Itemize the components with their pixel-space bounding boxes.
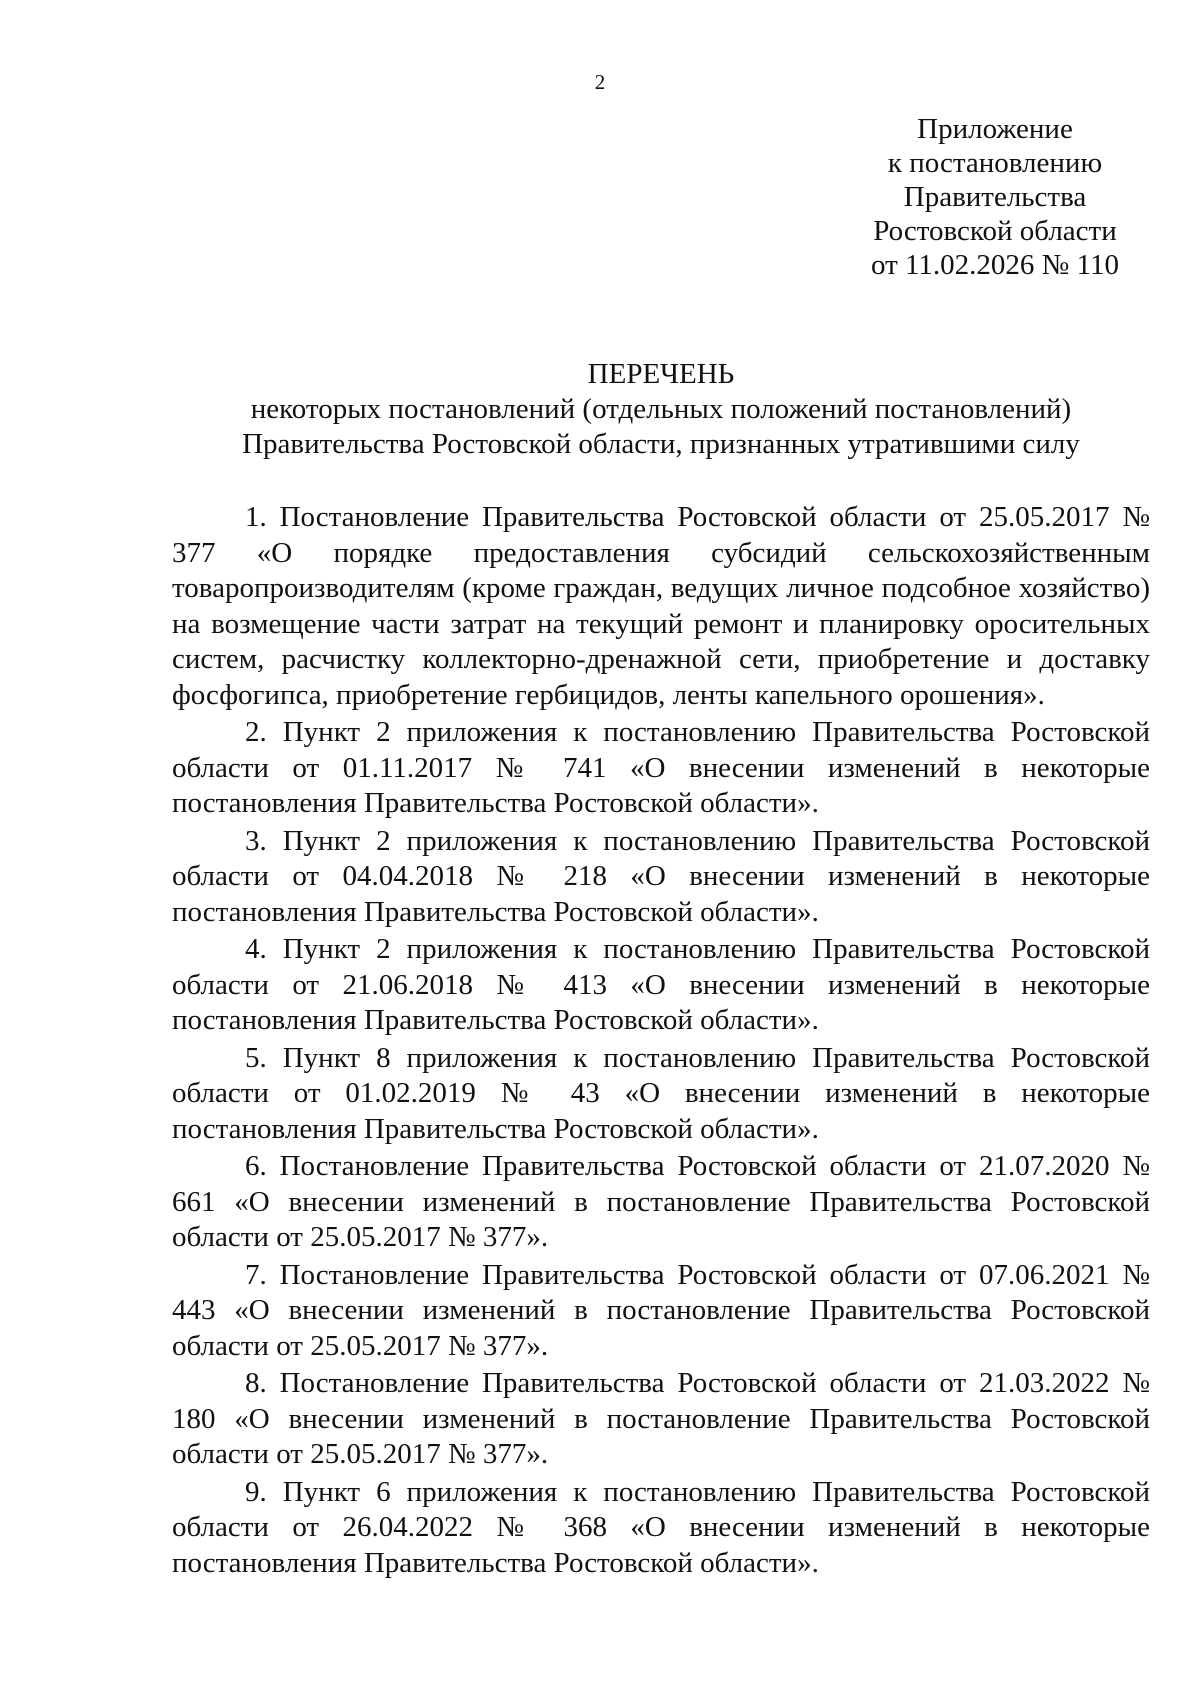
list-item: 9. Пункт 6 приложения к постановлению Правительства Ростовской области от 26.04.2022 № 368 «О внесении изменений в некоторые постановления Правительства Ростовской области». xyxy=(172,1475,1150,1579)
page-number: 2 xyxy=(594,70,606,94)
list-item: 5. Пункт 8 приложения к постановлению Правительства Ростовской области от 01.02.2019 № 43 «О внесении изменений в некоторые постановления Правительства Ростовской области». xyxy=(172,1041,1150,1145)
list-item: 6. Постановление Правительства Ростовской области от 21.07.2020 № 661 «О внесении изменений в постановление Правительства Ростовской области от 25.05.2017 № 377». xyxy=(172,1150,1150,1253)
appendix-line: Приложение xyxy=(917,113,1073,145)
list-item: 2. Пункт 2 приложения к постановлению Правительства Ростовской области от 01.11.2017 № 741 «О внесении изменений в некоторые постановления Правительства Ростовской области». xyxy=(172,716,1150,819)
list-item: 8. Постановление Правительства Ростовской области от 21.03.2022 № 180 «О внесении изменений в постановление Правительства Ростовской области от 25.05.2017 № 377». xyxy=(172,1367,1150,1470)
appendix-line: от 11.02.2026 № 110 xyxy=(870,249,1120,281)
list-item: 3. Пункт 2 приложения к постановлению Правительства Ростовской области от 04.04.2018 № 218 «О внесении изменений в некоторые постановления Правительства Ростовской области». xyxy=(172,824,1150,928)
title-subtitle-line: Правительства Ростовской области, признанных утратившими силу xyxy=(242,428,1080,460)
items-list xyxy=(172,500,1150,1583)
appendix-line: к постановлению xyxy=(887,147,1103,179)
list-item: 4. Пункт 2 приложения к постановлению Правительства Ростовской области от 21.06.2018 № 413 «О внесении изменений в некоторые постановления Правительства Ростовской области». xyxy=(172,933,1150,1036)
appendix-line: Ростовской области xyxy=(873,215,1117,247)
list-item: 7. Постановление Правительства Ростовской области от 07.06.2021 № 443 «О внесении изменений в постановление Правительства Ростовской области от 25.05.2017 № 377». xyxy=(172,1258,1150,1362)
list-item: 1. Постановление Правительства Ростовской области от 25.05.2017 № 377 «О порядке предоставления субсидий сельскохозяйственным товаропроизводителям (кроме граждан, ведущих личное подсобное хозяйство) на возмещение части затрат на текущий ремонт и планировку оросительных систем, расчистку коллекторно-дренажной сети, приобретение и доставку фосфогипса, приобретение гербицидов, ленты капельного орошения». xyxy=(172,501,1150,711)
appendix-line: Правительства xyxy=(903,181,1087,213)
title-heading: ПЕРЕЧЕНЬ xyxy=(587,358,735,390)
title-subtitle-line: некоторых постановлений (отдельных положений постановлений) xyxy=(250,393,1072,425)
appendix-block xyxy=(840,112,1150,282)
document-title xyxy=(172,357,1150,462)
